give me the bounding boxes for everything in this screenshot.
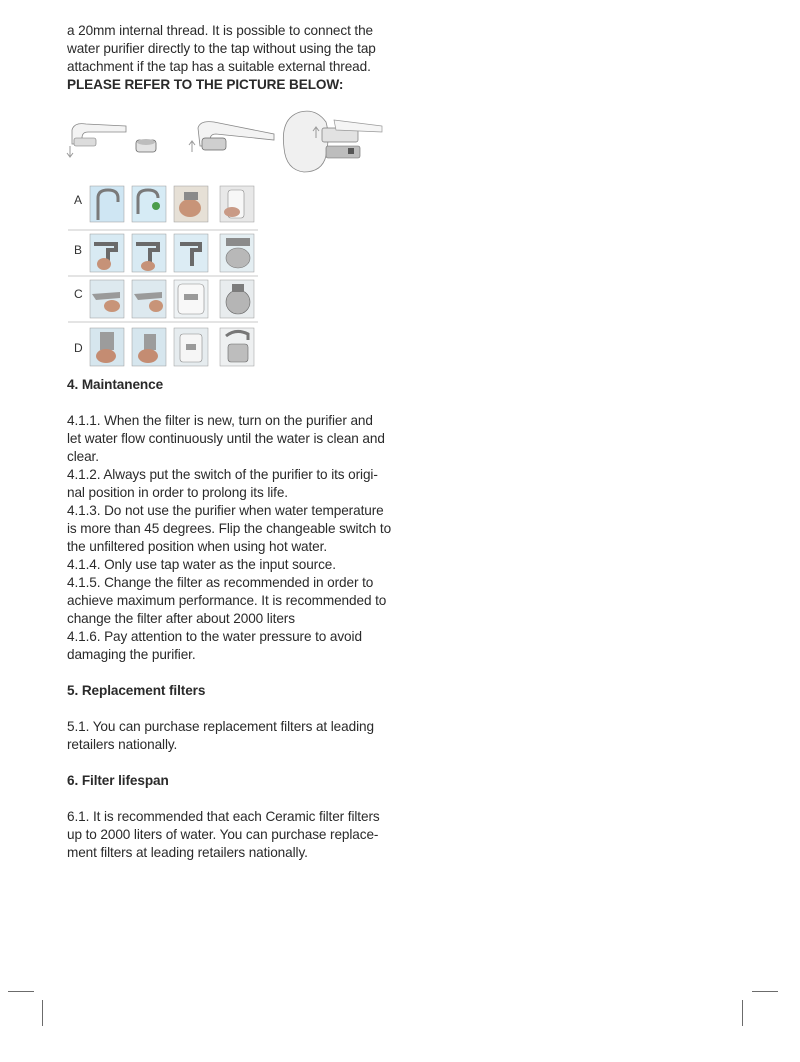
maintenance-line: change the filter after about 2000 liters xyxy=(67,611,295,626)
replacement-line: 5.1. You can purchase replacement filters at leading xyxy=(67,719,374,734)
step-label-c: C xyxy=(74,287,83,301)
lifespan-line: up to 2000 liters of water. You can purchase replace- xyxy=(67,827,379,842)
maintenance-line: nal position in order to prolong its life. xyxy=(67,485,288,500)
maintenance-line: 4.1.4. Only use tap water as the input source. xyxy=(67,557,336,572)
lifespan-heading: 6. Filter lifespan xyxy=(67,773,169,788)
replacement-heading: 5. Replacement filters xyxy=(67,683,206,698)
picture-reference: PLEASE REFER TO THE PICTURE BELOW: xyxy=(67,77,344,92)
lifespan-line: 6.1. It is recommended that each Ceramic filter filters xyxy=(67,809,380,824)
step-label-b: B xyxy=(74,243,83,257)
maintenance-line: damaging the purifier. xyxy=(67,647,196,662)
installation-steps-figure xyxy=(68,184,258,368)
step-d-photos xyxy=(90,328,254,366)
crop-mark-right-horizontal xyxy=(752,991,778,992)
maintenance-line: is more than 45 degrees. Flip the changeable switch to xyxy=(67,521,392,536)
replacement-line: retailers nationally. xyxy=(67,737,178,752)
maintenance-line: 4.1.3. Do not use the purifier when water temperature xyxy=(67,503,384,518)
maintenance-line: clear. xyxy=(67,449,99,464)
maintenance-line: 4.1.2. Always put the switch of the purifier to its origi- xyxy=(67,467,378,482)
intro-line: attachment if the tap has a suitable external thread. xyxy=(67,59,371,74)
maintenance-line: 4.1.6. Pay attention to the water pressure to avoid xyxy=(67,629,362,644)
step-label-a: A xyxy=(74,193,83,207)
maintenance-heading: 4. Maintanence xyxy=(67,377,164,392)
crop-mark-right-vertical xyxy=(742,1000,743,1026)
intro-line: a 20mm internal thread. It is possible to connect the xyxy=(67,23,374,38)
step-a-photos xyxy=(90,186,254,222)
crop-mark-left-horizontal xyxy=(8,991,34,992)
tap-attachment-illustration xyxy=(64,108,384,182)
maintenance-line: 4.1.5. Change the filter as recommended in order to xyxy=(67,575,374,590)
crop-mark-left-vertical xyxy=(42,1000,43,1026)
step-c-photos xyxy=(90,280,254,318)
maintenance-line: 4.1.1. When the filter is new, turn on the purifier and xyxy=(67,413,373,428)
step-b-photos xyxy=(90,234,254,272)
step-label-d: D xyxy=(74,341,83,355)
maintenance-line: let water flow continuously until the water is clean and xyxy=(67,431,385,446)
lifespan-line: ment filters at leading retailers nationally. xyxy=(67,845,308,860)
intro-line: water purifier directly to the tap without using the tap xyxy=(67,41,376,56)
maintenance-line: achieve maximum performance. It is recommended to xyxy=(67,593,387,608)
maintenance-line: the unfiltered position when using hot water. xyxy=(67,539,327,554)
